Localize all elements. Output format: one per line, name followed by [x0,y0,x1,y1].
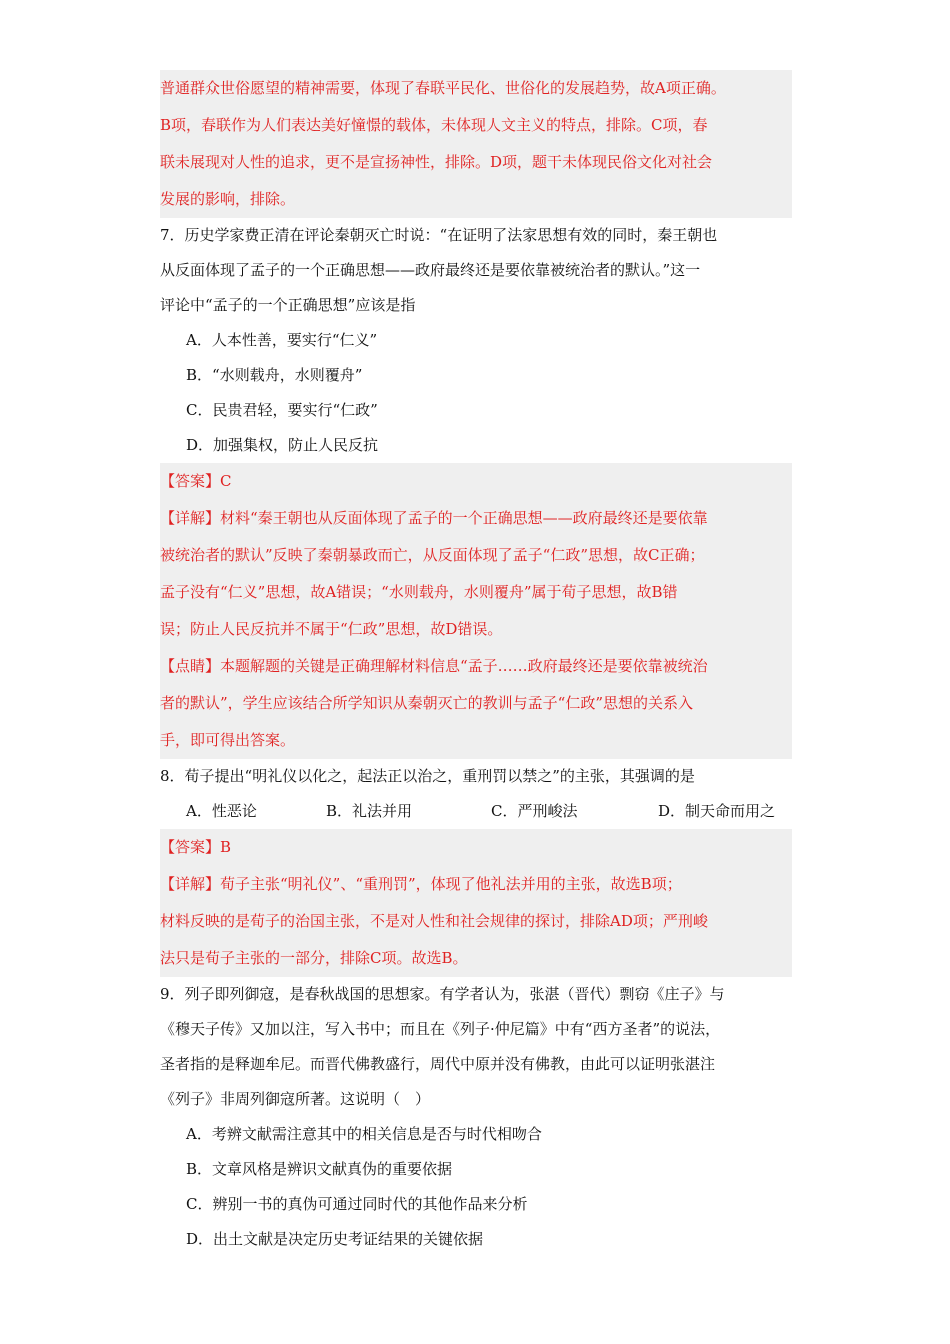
option-d: D．制天命而用之 [658,802,776,820]
text-line: 发展的影响，排除。 [160,190,296,208]
answer-block-8 [160,829,792,977]
explanation-line: 【详解】材料“秦王朝也从反面体现了孟子的一个正确思想——政府最终还是要依靠 [160,509,708,527]
question-stem-line: 9．列子即列御寇，是春秋战国的思想家。有学者认为，张湛（晋代）剽窃《庄子》与 [160,985,725,1003]
question-9 [160,977,792,1257]
explanation-line: 法只是荀子主张的一部分，排除C项。故选B。 [160,949,468,967]
option-b: B．“水则载舟，水则覆舟” [186,366,363,384]
question-stem-line: 评论中“孟子的一个正确思想”应该是指 [160,296,416,314]
option-c: C．民贵君轻，要实行“仁政” [186,401,378,419]
option-a: A．考辨文献需注意其中的相关信息是否与时代相吻合 [186,1125,542,1143]
answer-block-prev [160,70,792,218]
option-a: A．性恶论 [186,802,257,820]
explanation-line: 【详解】荀子主张“明礼仪”、“重刑罚”，体现了他礼法并用的主张，故选B项； [160,875,682,893]
question-stem-line: 圣者指的是释迦牟尼。而晋代佛教盛行，周代中原并没有佛教，由此可以证明张湛注 [160,1055,716,1073]
option-b: B．礼法并用 [326,802,413,820]
question-stem-line: 《穆天子传》又加以注，写入书中；而且在《列子·仲尼篇》中有“西方圣者”的说法， [160,1020,721,1038]
comment-line: 【点睛】本题解题的关键是正确理解材料信息“孟子……政府最终还是要依靠被统治 [160,657,708,675]
answer-line: 【答案】B [160,838,232,856]
question-8 [160,759,792,829]
option-d: D．出土文献是决定历史考证结果的关键依据 [186,1230,484,1248]
text-line: B项，春联作为人们表达美好憧憬的载体，未体现人文主义的特点，排除。C项，春 [160,116,708,134]
explanation-line: 材料反映的是荀子的治国主张，不是对人性和社会规律的探讨，排除AD项；严刑峻 [160,912,708,930]
answer-block-7 [160,463,792,759]
question-stem-line: 8．荀子提出“明礼仪以化之，起法正以治之，重刑罚以禁之”的主张，其强调的是 [160,767,695,785]
document-page [160,70,792,1257]
options-row [160,794,792,829]
text-line: 普通群众世俗愿望的精神需要，体现了春联平民化、世俗化的发展趋势，故A项正确。 [160,79,726,97]
option-a: A．人本性善，要实行“仁义” [186,331,378,349]
explanation-line: 被统治者的默认”反映了秦朝暴政而亡，从反面体现了孟子“仁政”思想，故C正确； [160,546,705,564]
text-line: 联未展现对人性的追求，更不是宣扬神性，排除。D项，题干未体现民俗文化对社会 [160,153,713,171]
option-c: C．严刑峻法 [491,802,578,820]
question-stem-line: 7．历史学家费正清在评论秦朝灭亡时说：“在证明了法家思想有效的同时，秦王朝也 [160,226,718,244]
question-stem-line: 《列子》非周列御寇所著。这说明（ ） [160,1090,431,1108]
explanation-line: 孟子没有“仁义”思想，故A错误；“水则载舟，水则覆舟”属于荀子思想，故B错 [160,583,678,601]
comment-line: 手，即可得出答案。 [160,731,296,749]
option-b: B．文章风格是辨识文献真伪的重要依据 [186,1160,453,1178]
comment-line: 者的默认”，学生应该结合所学知识从秦朝灭亡的教训与孟子“仁政”思想的关系入 [160,694,694,712]
question-7 [160,218,792,463]
question-stem-line: 从反面体现了孟子的一个正确思想——政府最终还是要依靠被统治者的默认。”这一 [160,261,701,279]
option-d: D．加强集权，防止人民反抗 [186,436,379,454]
explanation-line: 误；防止人民反抗并不属于“仁政”思想，故D错误。 [160,620,503,638]
option-c: C．辨别一书的真伪可通过同时代的其他作品来分析 [186,1195,528,1213]
answer-line: 【答案】C [160,472,232,490]
